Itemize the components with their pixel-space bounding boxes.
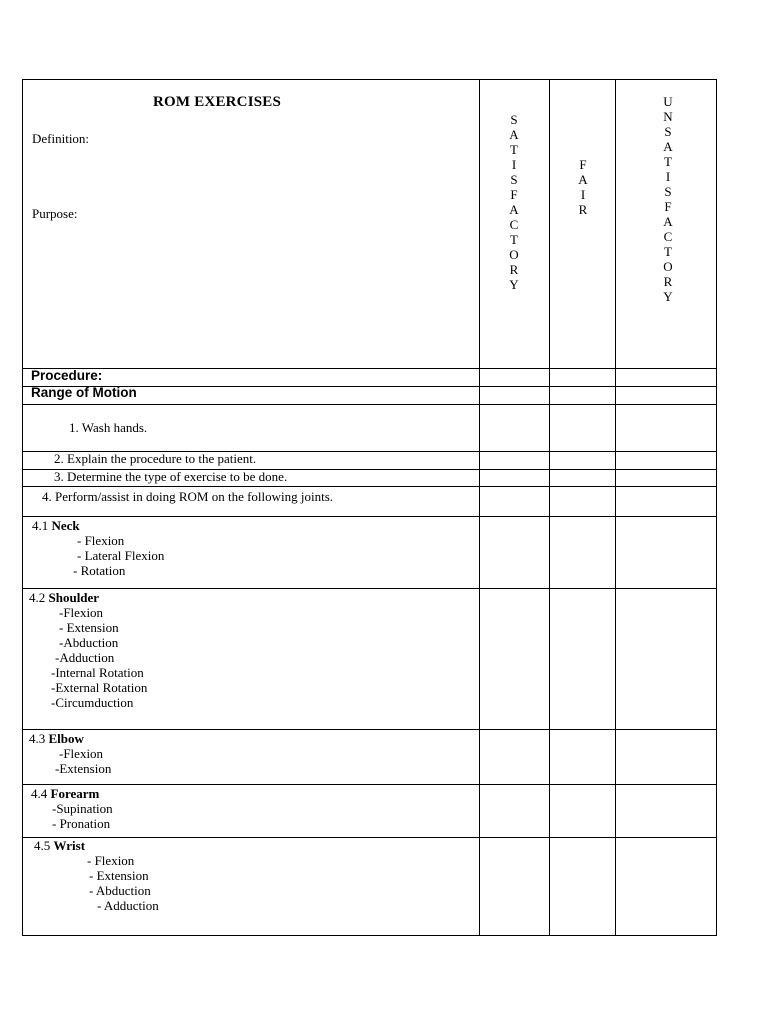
row-divider	[23, 588, 716, 589]
row-divider	[23, 404, 716, 405]
list-item: -Extension	[55, 761, 112, 776]
joint-wrist-heading: 4.5 Wrist	[34, 838, 86, 853]
list-item: - Flexion	[77, 533, 125, 548]
row-divider	[23, 729, 716, 730]
list-item: - Rotation	[73, 563, 126, 578]
rom-checklist-table	[22, 79, 717, 936]
column-divider-unsatisfactory	[615, 80, 616, 935]
list-item: - Extension	[59, 620, 119, 635]
joint-forearm-movements	[52, 801, 113, 831]
step-explain-procedure: 2. Explain the procedure to the patient.	[54, 451, 257, 466]
list-item: -Flexion	[59, 746, 104, 761]
list-item: -Flexion	[59, 605, 104, 620]
definition-label: Definition:	[32, 131, 90, 146]
joint-wrist-movements	[87, 853, 159, 913]
list-item: - Adduction	[97, 898, 159, 913]
purpose-label: Purpose:	[32, 206, 78, 221]
list-item: -Adduction	[55, 650, 115, 665]
joint-elbow-heading: 4.3 Elbow	[29, 731, 84, 746]
list-item: -Abduction	[59, 635, 119, 650]
joint-shoulder-heading: 4.2 Shoulder	[29, 590, 100, 605]
joint-neck-heading: 4.1 Neck	[32, 518, 80, 533]
list-item: -External Rotation	[51, 680, 148, 695]
list-item: -Circumduction	[51, 695, 134, 710]
procedure-heading: Procedure:	[31, 368, 103, 383]
step-perform-rom: 4. Perform/assist in doing ROM on the following joints.	[42, 489, 334, 504]
list-item: - Lateral Flexion	[77, 548, 165, 563]
joint-elbow-movements	[55, 746, 111, 776]
satisfactory-column-header: S A T I S F A C T O R Y	[509, 112, 519, 292]
row-divider	[23, 368, 716, 369]
step-wash-hands: 1. Wash hands.	[69, 420, 148, 435]
step-determine-exercise: 3. Determine the type of exercise to be done.	[54, 469, 288, 484]
list-item: -Supination	[52, 801, 113, 816]
fair-column-header: F A I R	[578, 157, 588, 217]
row-divider	[23, 516, 716, 517]
joint-shoulder-movements	[51, 605, 147, 710]
joint-neck-movements	[73, 533, 165, 578]
list-item: - Pronation	[52, 816, 111, 831]
row-divider	[23, 837, 716, 838]
list-item: - Flexion	[87, 853, 135, 868]
unsatisfactory-column-header: U N S A T I S F A C T O R Y	[663, 94, 673, 304]
column-divider-satisfactory	[479, 80, 480, 935]
row-divider	[23, 784, 716, 785]
row-divider	[23, 486, 716, 487]
page-title: ROM EXERCISES	[153, 94, 282, 110]
range-of-motion-heading: Range of Motion	[31, 385, 137, 400]
column-divider-fair	[549, 80, 550, 935]
list-item: - Extension	[89, 868, 149, 883]
joint-forearm-heading: 4.4 Forearm	[31, 786, 100, 801]
list-item: - Abduction	[89, 883, 151, 898]
list-item: -Internal Rotation	[51, 665, 144, 680]
